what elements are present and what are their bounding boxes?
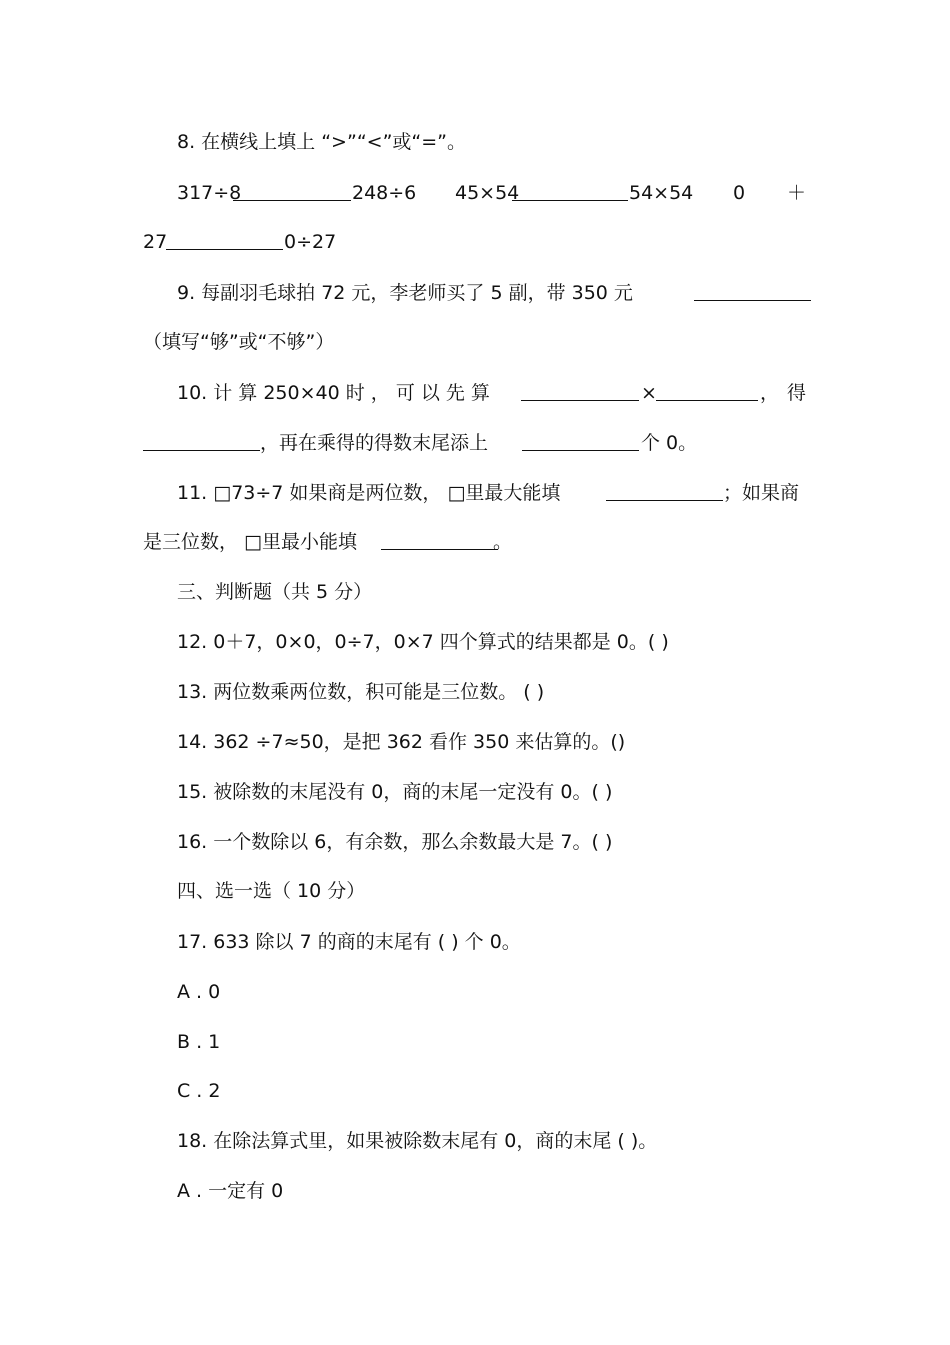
answer-blank[interactable] — [522, 450, 639, 451]
question-text: 是三位数， □里最小能填 — [143, 531, 357, 553]
answer-blank[interactable] — [656, 400, 758, 401]
expression-left: 317÷8 — [177, 182, 242, 204]
question-14 — [0, 722, 950, 762]
question-16 — [0, 822, 950, 862]
question-text: 15. 被除数的末尾没有 0，商的末尾一定没有 0。( ) — [177, 781, 613, 803]
question-18 — [0, 1121, 950, 1161]
question-12 — [0, 622, 950, 662]
section-title: 四、选一选（ 10 分） — [177, 880, 366, 902]
option-label: C . 2 — [177, 1080, 221, 1102]
question-text: ，再在乘得的得数末尾添上 — [260, 432, 489, 454]
question-text: （填写“够”或“不够”） — [143, 331, 335, 353]
option-label: A . 一定有 0 — [177, 1180, 284, 1202]
question-text: 11. □73÷7 如果商是两位数， □里最大能填 — [177, 482, 561, 504]
question-text: 12. 0＋7，0×0，0÷7，0×7 四个算式的结果都是 0。( ) — [177, 631, 669, 653]
question-text: 9. 每副羽毛球拍 72 元，李老师买了 5 副，带 350 元 — [177, 282, 633, 304]
expression-left: 45×54 — [455, 182, 520, 204]
expression-right: 54×54 — [629, 182, 694, 204]
plus-sign: ＋ — [787, 182, 807, 204]
option-label: B . 1 — [177, 1031, 221, 1053]
question-17 — [0, 922, 950, 962]
answer-blank[interactable] — [143, 450, 260, 451]
option-c[interactable] — [0, 1071, 950, 1111]
question-text: 8. 在横线上填上 “>”“<”或“=”。 — [177, 131, 467, 153]
question-text: 13. 两位数乘两位数，积可能是三位数。 ( ) — [177, 681, 545, 703]
expression-left: 0 — [733, 182, 746, 204]
answer-blank[interactable] — [521, 400, 639, 401]
question-8-expressions — [0, 173, 950, 213]
question-text: 16. 一个数除以 6，有余数，那么余数最大是 7。( ) — [177, 831, 613, 853]
question-15 — [0, 772, 950, 812]
question-9-cont — [0, 322, 950, 362]
question-8-expressions-cont — [0, 222, 950, 262]
times-sign: × — [641, 382, 657, 404]
expression-right: 248÷6 — [352, 182, 417, 204]
answer-blank[interactable] — [166, 249, 283, 250]
option-label: A . 0 — [177, 981, 221, 1003]
question-11-cont — [0, 522, 950, 562]
question-8 — [0, 122, 950, 162]
question-text: ；如果商 — [723, 482, 800, 504]
question-10 — [0, 373, 950, 413]
answer-blank[interactable] — [233, 200, 351, 201]
question-10-cont — [0, 423, 950, 463]
option-a[interactable] — [0, 972, 950, 1012]
answer-blank[interactable] — [606, 500, 723, 501]
question-9 — [0, 273, 950, 313]
section-title: 三、判断题（共 5 分） — [177, 581, 373, 603]
section-heading — [0, 871, 950, 911]
question-text: 个 0。 — [641, 432, 698, 454]
answer-blank[interactable] — [512, 200, 628, 201]
comma: ， — [760, 382, 780, 404]
question-11 — [0, 473, 950, 513]
answer-blank[interactable] — [694, 300, 811, 301]
answer-blank[interactable] — [381, 549, 498, 550]
question-text: 17. 633 除以 7 的商的末尾有 ( ) 个 0。 — [177, 931, 521, 953]
option-b[interactable] — [0, 1022, 950, 1062]
question-text: 14. 362 ÷7≈50，是把 362 看作 350 来估算的。() — [177, 731, 626, 753]
question-text: 18. 在除法算式里，如果被除数末尾有 0，商的末尾 ( )。 — [177, 1130, 658, 1152]
period: 。 — [493, 531, 513, 553]
option-a[interactable] — [0, 1171, 950, 1211]
expression-right: 0÷27 — [284, 231, 337, 253]
question-13 — [0, 672, 950, 712]
section-heading — [0, 572, 950, 612]
question-text: 得 — [787, 382, 807, 404]
question-text: 10. 计 算 250×40 时 ， 可 以 先 算 — [177, 382, 490, 404]
expression-left: 27 — [143, 231, 168, 253]
